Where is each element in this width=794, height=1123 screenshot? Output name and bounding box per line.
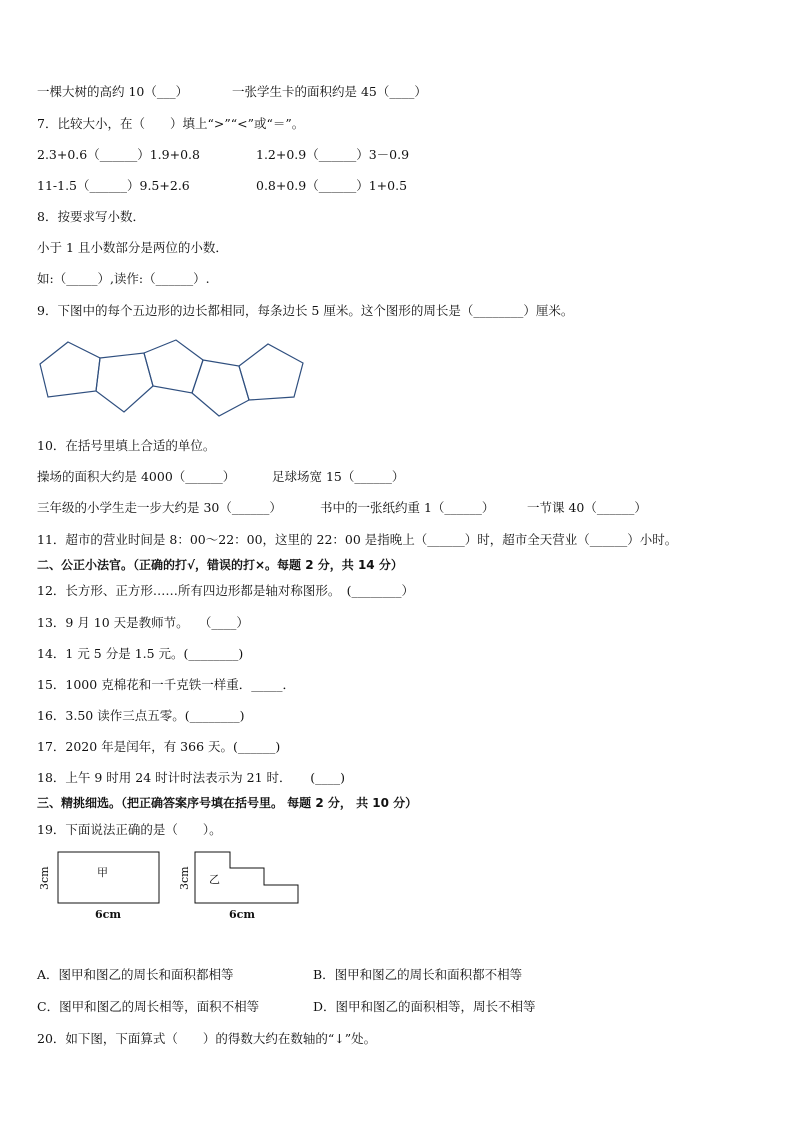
q6-line-card: 一张学生卡的面积约是 45（____） — [232, 84, 427, 99]
q10-row2-left: 三年级的小学生走一步大约是 30（______） — [37, 500, 282, 515]
q8-title: 8．按要求写小数． — [37, 209, 145, 224]
q15-line: 15．1000 克棉花和一千克铁一样重．_____． — [37, 677, 295, 692]
figure-yi-width: 6cm — [229, 908, 255, 921]
q7-row1-right: 1.2+0.9（______）3－0.9 — [256, 147, 410, 162]
q9-title: 9．下图中的每个五边形的边长都相同，每条边长 5 厘米。这个图形的周长是（________）厘米。 — [37, 303, 574, 318]
q19-option-c: C．图甲和图乙的周长相等，面积不相等 — [37, 999, 260, 1014]
figure-jia-width: 6cm — [95, 908, 121, 921]
q13-line: 13．9 月 10 天是教师节。 （____） — [37, 615, 249, 630]
q10-row2-mid: 书中的一张纸约重 1（______） — [320, 500, 495, 515]
pentagon-5 — [239, 344, 303, 400]
figure-jia-label: 甲 — [97, 866, 108, 879]
section-2-heading: 二、公正小法官。（正确的打√，错误的打×。每题 2 分，共 14 分） — [37, 558, 403, 572]
q10-row2-right: 一节课 40（______） — [527, 500, 647, 515]
figure-jia-height: 3cm — [38, 866, 51, 890]
pentagon-1 — [40, 342, 100, 397]
q7-row2-right: 0.8+0.9（______）1+0.5 — [256, 178, 408, 193]
q8-condition: 小于 1 且小数部分是两位的小数． — [37, 240, 228, 255]
q7-row2-left: 11-1.5（______）9.5+2.6 — [37, 178, 190, 193]
pentagon-2 — [96, 353, 153, 412]
q10-row1-left: 操场的面积大约是 4000（______） — [37, 469, 236, 484]
figure-yi-height: 3cm — [178, 866, 191, 890]
q6-line-tree: 一棵大树的高约 10（___） — [37, 84, 189, 99]
q10-title: 10．在括号里填上合适的单位。 — [37, 438, 216, 453]
section-3-heading: 三、精挑细选。（把正确答案序号填在括号里。 每题 2 分， 共 10 分） — [37, 796, 418, 810]
q12-line: 12．长方形、正方形……所有四边形都是轴对称图形。 (________） — [37, 583, 415, 598]
figure-yi-label: 乙 — [209, 873, 220, 886]
q19-title: 19．下面说法正确的是（ ）。 — [37, 822, 222, 837]
q17-line: 17．2020 年是闰年，有 366 天。(______) — [37, 739, 281, 754]
q14-line: 14．1 元 5 分是 1.5 元。(________) — [37, 646, 244, 661]
q19-option-b: B．图甲和图乙的周长和面积都不相等 — [313, 967, 523, 982]
q16-line: 16．3.50 读作三点五零。(________) — [37, 708, 245, 723]
pentagon-chain-figure — [36, 336, 308, 420]
q20-title: 20．如下图，下面算式（ ）的得数大约在数轴的“↓”处。 — [37, 1031, 377, 1046]
q11-line: 11．超市的营业时间是 8：00～22：00，这里的 22：00 是指晚上（______）时，超市全天营业（______）小时。 — [37, 532, 678, 547]
q19-option-a: A．图甲和图乙的周长和面积都相等 — [37, 967, 234, 982]
pentagon-4 — [192, 360, 249, 416]
q7-title: 7．比较大小，在（ ）填上“>”“<”或“＝”。 — [37, 116, 305, 131]
q10-row1-right: 足球场宽 15（______） — [272, 469, 405, 484]
q7-row1-left: 2.3+0.6（______）1.9+0.8 — [37, 147, 200, 162]
figure-jia-rect — [58, 852, 159, 903]
q18-line: 18．上午 9 时用 24 时计时法表示为 21 时． (____) — [37, 770, 346, 785]
q19-option-d: D．图甲和图乙的面积相等，周长不相等 — [313, 999, 536, 1014]
q19-figure — [34, 846, 304, 924]
q8-answer-line: 如:（_____）,读作:（______）. — [37, 271, 210, 286]
